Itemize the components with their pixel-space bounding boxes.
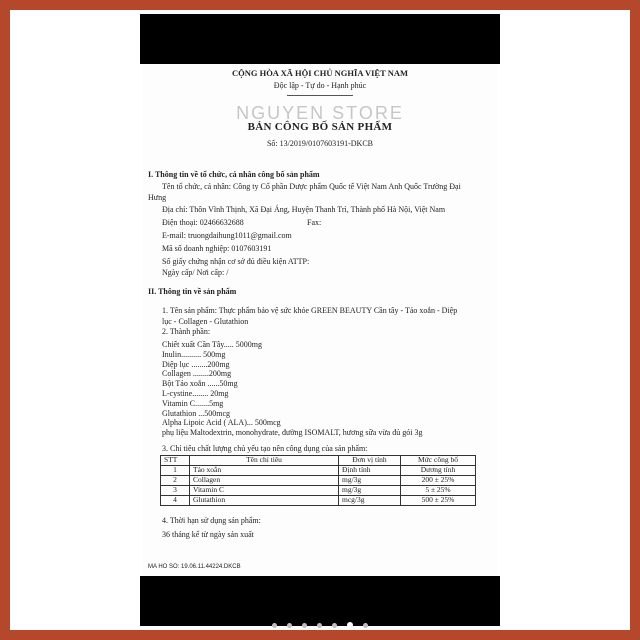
motto-underline [287, 95, 353, 96]
table-cell: 2 [161, 476, 190, 486]
store-watermark: NGUYEN STORE [236, 103, 404, 123]
org-phone: Điện thoại: 02466632688 [162, 218, 244, 227]
carousel-indicator [0, 616, 640, 634]
ingredient-item: Chiết xuất Cần Tây..... 5000mg [162, 340, 262, 349]
table-header-row [161, 456, 476, 466]
carousel-dot[interactable] [272, 623, 277, 628]
shelf-life-heading: 4. Thời hạn sử dụng sản phẩm: [162, 516, 261, 525]
ingredient-item: Inulin.......... 500mg [162, 349, 226, 359]
ingredient-item: Bột Tảo xoắn ......50mg [162, 379, 238, 389]
org-name-line2: Hưng [148, 193, 167, 202]
record-code: MA HO SO: 19.06.11.44224.DKCB [148, 564, 241, 570]
ingredient-item: Collagen ........200mg [162, 369, 232, 379]
table-header-cell: Đơn vị tính [339, 456, 401, 466]
table-row [161, 476, 476, 486]
ingredients-list [162, 340, 492, 438]
table-row [161, 486, 476, 496]
section1-heading: I. Thông tin về tổ chức, cá nhân công bố sản phẩm [148, 170, 320, 179]
carousel-dot[interactable] [302, 623, 307, 628]
carousel-dot[interactable] [317, 623, 322, 628]
document-title: BẢN CÔNG BỐ SẢN PHẨM [247, 121, 393, 133]
org-name-line1: Tên tổ chức, cá nhân: Công ty Cổ phần Dược phẩm Quốc tế Việt Nam Anh Quốc Trường Đại [162, 182, 461, 191]
product-name-line2: lục - Collagen - Glutathion [162, 317, 249, 326]
org-tax-code: Mã số doanh nghiệp: 0107603191 [162, 244, 272, 253]
table-row [161, 496, 476, 506]
table-header-cell: Mức công bố [401, 456, 476, 466]
product-name-line1: 1. Tên sản phẩm: Thực phẩm bảo vệ sức khỏe GREEN BEAUTY Cần tây - Tảo xoắn - Diệp [162, 306, 458, 315]
table-cell: Dương tính [401, 466, 476, 476]
table-cell: 3 [161, 486, 190, 496]
table-cell: mg/3g [339, 486, 401, 496]
table-row [161, 466, 476, 476]
ingredient-item: Alpha Lipoic Acid ( ALA)... 500mcg [162, 418, 281, 428]
table-header-cell: STT [161, 456, 190, 466]
carousel-dot[interactable] [287, 623, 292, 628]
table-cell: 200 ± 25% [401, 476, 476, 486]
carousel-dot[interactable] [347, 622, 353, 628]
table-cell: mcg/3g [339, 496, 401, 506]
carousel-dot[interactable] [332, 623, 337, 628]
criteria-heading: 3. Chỉ tiêu chất lượng chủ yếu tạo nên công dụng của sản phẩm: [162, 444, 368, 453]
document-number: Số: 13/2019/0107603191-DKCB [266, 139, 373, 148]
org-fax: Fax: [307, 218, 322, 227]
motto: Độc lập - Tự do - Hạnh phúc [273, 81, 367, 90]
ingredient-item: phụ liệu Maltodextrin, monohydrate, đường ISOMALT, hương sữa vừa đủ gói 3g [162, 428, 423, 438]
carousel-dot[interactable] [363, 623, 368, 628]
table-cell: Tảo xoắn [190, 466, 339, 476]
table-cell: Định tính [339, 466, 401, 476]
ingredient-item: Glutathion ...500mcg [162, 408, 230, 418]
table-cell: Collagen [190, 476, 339, 486]
section2-heading: II. Thông tin về sản phẩm [148, 287, 237, 296]
document-page [142, 64, 498, 576]
table-header-cell: Tên chỉ tiêu [190, 456, 339, 466]
table-cell: 5 ± 25% [401, 486, 476, 496]
table-cell: 500 ± 25% [401, 496, 476, 506]
issue-date-place: Ngày cấp/ Nơi cấp: / [162, 268, 229, 277]
table-cell: 1 [161, 466, 190, 476]
nation-header: CỘNG HÒA XÃ HỘI CHỦ NGHĨA VIỆT NAM [231, 68, 409, 78]
table-cell: Glutathion [190, 496, 339, 506]
ingredient-item: Diệp lục ........200mg [162, 359, 230, 369]
attp-certificate: Số giấy chứng nhận cơ sở đủ điều kiện ATTP: [162, 257, 310, 266]
ingredient-item: L-cystine........ 20mg [162, 388, 229, 398]
ingredient-item: Vitamin C.......5mg [162, 398, 224, 408]
table-cell: mg/3g [339, 476, 401, 486]
org-address: Địa chỉ: Thôn Vĩnh Thịnh, Xã Đại Áng, Huyện Thanh Trì, Thành phố Hà Nội, Việt Nam [162, 205, 446, 214]
top-letterbox-bar [140, 14, 500, 64]
shelf-life-value: 36 tháng kể từ ngày sản xuất [162, 530, 254, 539]
table-cell: Vitamin C [190, 486, 339, 496]
ingredients-heading: 2. Thành phần: [162, 327, 211, 336]
table-cell: 4 [161, 496, 190, 506]
org-email: E-mail: truongdaihung1011@gmail.com [162, 231, 292, 240]
quality-criteria-table [160, 455, 476, 506]
